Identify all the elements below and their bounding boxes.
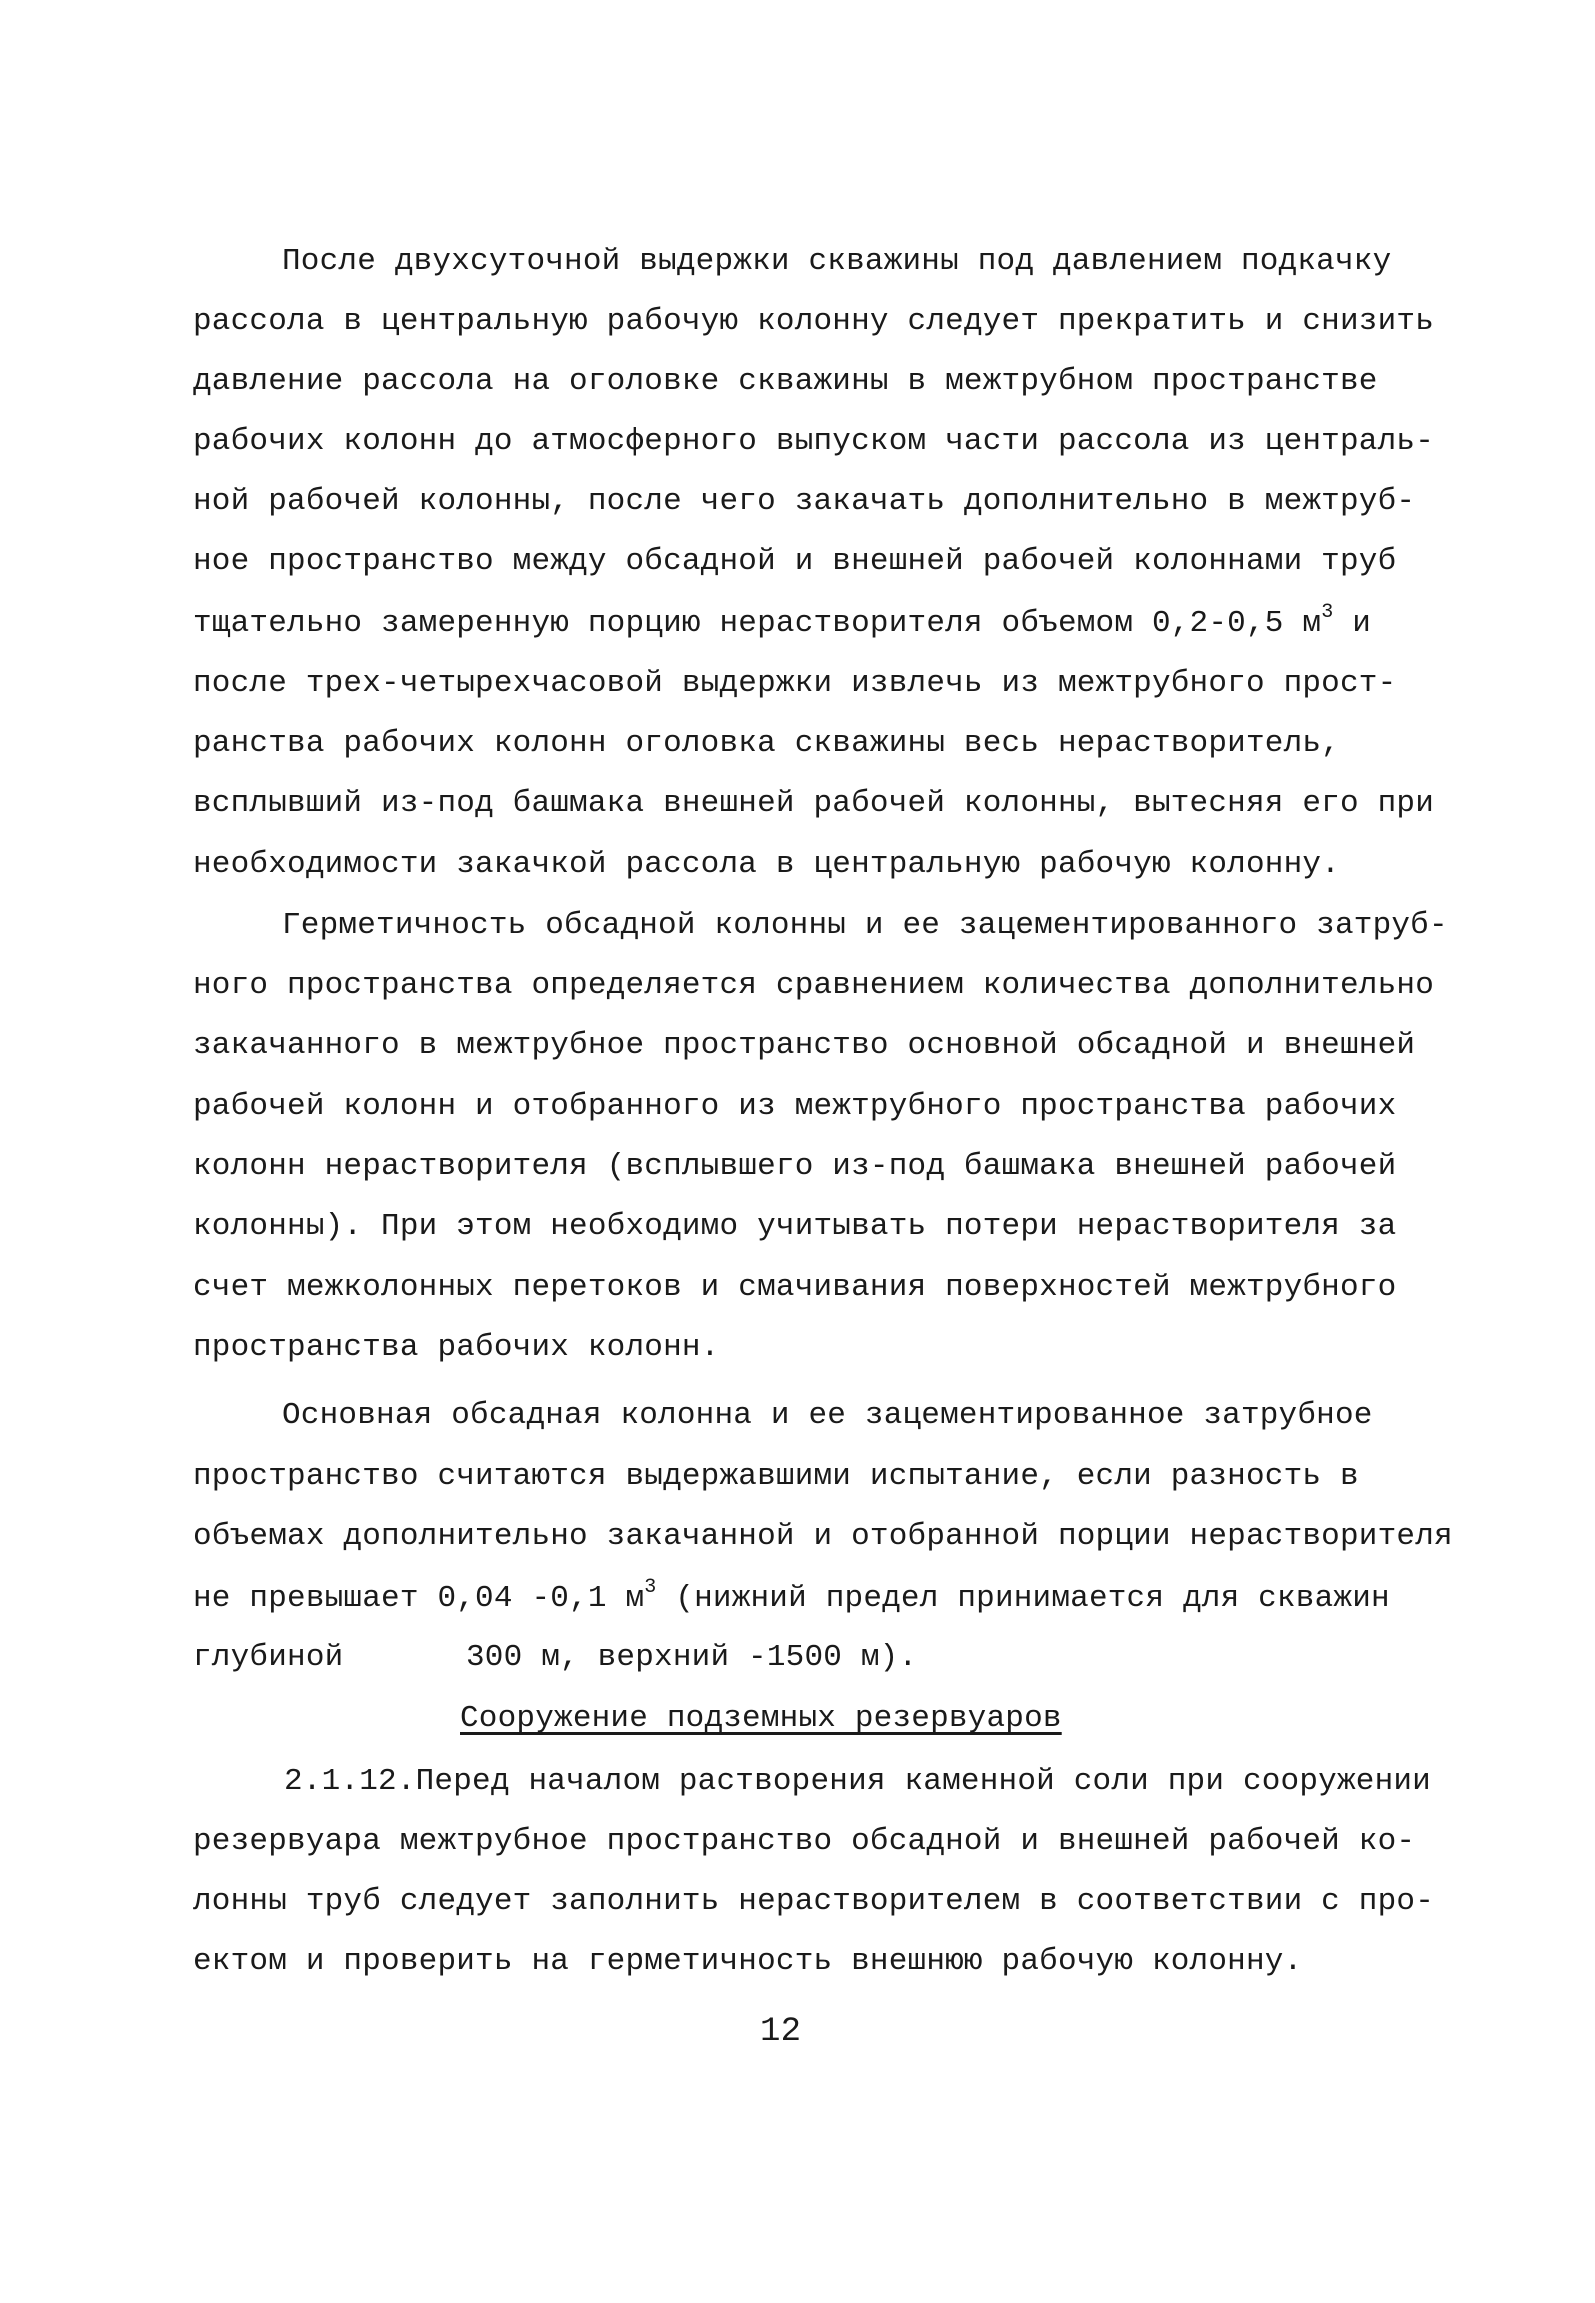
paragraph-1-line-5: ной рабочей колонны, после чего закачать дополнительно в межтруб-	[193, 484, 1416, 519]
paragraph-2-line-3: закачанного в межтрубное пространство основной обсадной и внешней	[193, 1028, 1416, 1063]
paragraph-2-line-2: ного пространства определяется сравнением количества дополнительно	[193, 968, 1434, 1003]
paragraph-1-line-4: рабочих колонн до атмосферного выпуском части рассола из централь-	[193, 424, 1434, 459]
paragraph-1-line-8: после трех-четырехчасовой выдержки извлечь из межтрубного прост-	[193, 666, 1397, 701]
paragraph-1-line-10: всплывший из-под башмака внешней рабочей колонны, вытесняя его при	[193, 786, 1434, 821]
paragraph-2-line-7: счет межколонных перетоков и смачивания поверхностей межтрубного	[193, 1270, 1397, 1305]
paragraph-2-line-5: колонн нерастворителя (всплывшего из-под башмака внешней рабочей	[193, 1149, 1397, 1184]
paragraph-4-line-2: резервуара межтрубное пространство обсадной и внешней рабочей ко-	[193, 1824, 1416, 1859]
paragraph-1-line-1: После двухсуточной выдержки скважины под давлением подкачку	[282, 244, 1392, 279]
paragraph-2-line-1: Герметичность обсадной колонны и ее зацементированного затруб-	[282, 908, 1448, 943]
paragraph-3-line-5b: 300 м, верхний -1500 м).	[466, 1640, 918, 1675]
paragraph-3-line-1: Основная обсадная колонна и ее зацементированное затрубное	[282, 1398, 1373, 1433]
paragraph-2-line-8: пространства рабочих колонн.	[193, 1330, 720, 1365]
paragraph-2-line-4: рабочей колонн и отобранного из межтрубного пространства рабочих	[193, 1089, 1397, 1124]
cubic-superscript: 3	[1321, 601, 1334, 624]
paragraph-1-line-7-end: и	[1333, 606, 1371, 641]
paragraph-3-line-4-text: не превышает 0,04 -0,1 м	[193, 1581, 645, 1616]
section-heading: Сооружение подземных резервуаров	[460, 1701, 1062, 1736]
paragraph-1-line-2: рассола в центральную рабочую колонну следует прекратить и снизить	[193, 304, 1434, 339]
paragraph-1-line-7-text: тщательно замеренную порцию нерастворителя объемом 0,2-0,5 м	[193, 606, 1322, 641]
paragraph-4-line-1: 2.1.12.Перед началом растворения каменной соли при сооружении	[284, 1764, 1431, 1799]
paragraph-4-line-3: лонны труб следует заполнить нерастворителем в соответствии с про-	[193, 1884, 1434, 1919]
paragraph-1-line-7	[193, 601, 1371, 644]
paragraph-1-line-9: ранства рабочих колонн оголовка скважины весь нерастворитель,	[193, 726, 1340, 761]
cubic-superscript: 3	[644, 1576, 657, 1599]
paragraph-1-line-3: давление рассола на оголовке скважины в межтрубном пространстве	[193, 364, 1378, 399]
paragraph-1-line-6: ное пространство между обсадной и внешней рабочей колоннами труб	[193, 544, 1397, 579]
paragraph-1-line-11: необходимости закачкой рассола в центральную рабочую колонну.	[193, 847, 1340, 882]
paragraph-3-line-4	[193, 1576, 1390, 1619]
paragraph-4-line-4: ектом и проверить на герметичность внешнюю рабочую колонну.	[193, 1944, 1303, 1979]
paragraph-3-line-5a: глубиной	[193, 1640, 344, 1675]
paragraph-3-line-2: пространство считаются выдержавшими испытание, если разность в	[193, 1459, 1359, 1494]
paragraph-3-line-3: объемах дополнительно закачанной и отобранной порции нерастворителя	[193, 1519, 1453, 1554]
paragraph-3-line-4-end: (нижний предел принимается для скважин	[656, 1581, 1390, 1616]
page-number: 12	[760, 2013, 802, 2051]
paragraph-2-line-6: колонны). При этом необходимо учитывать потери нерастворителя за	[193, 1209, 1397, 1244]
